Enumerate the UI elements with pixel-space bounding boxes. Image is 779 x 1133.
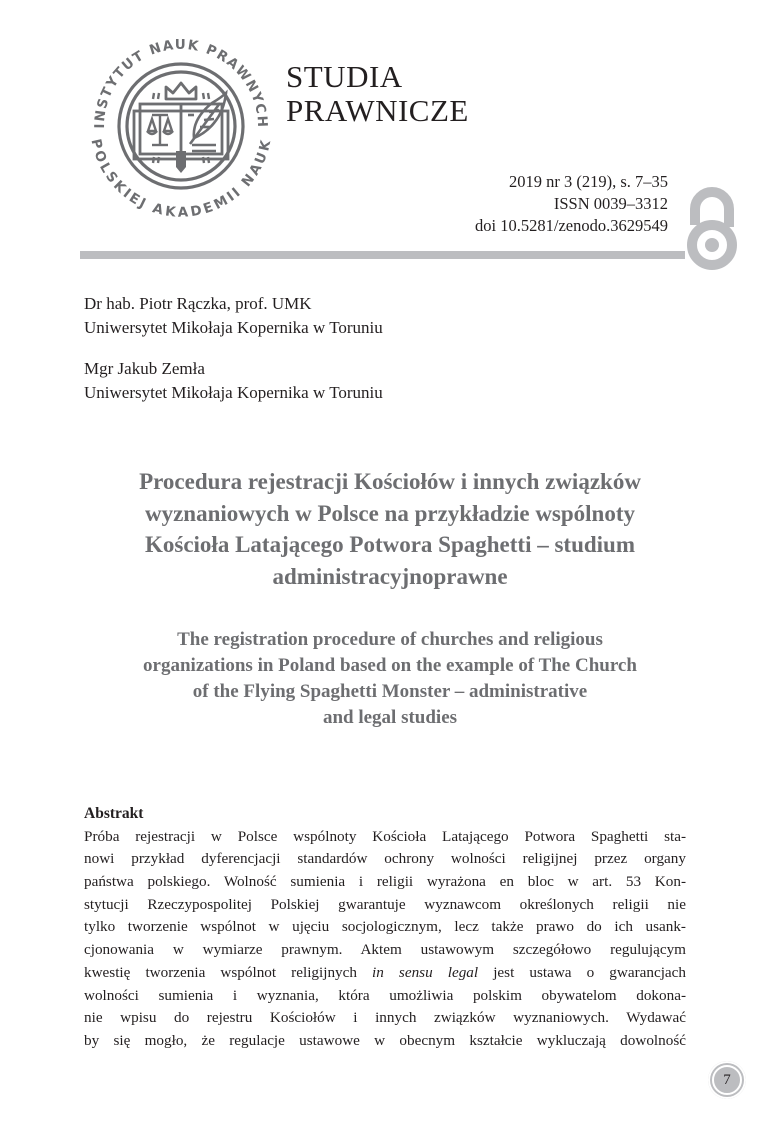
abstract-line: nie wpisu do rejestru Kościołów i innych związków wyznaniowych. Wydawać bbox=[84, 1009, 686, 1027]
issn: ISSN 0039–3312 bbox=[553, 194, 668, 213]
page-number: 7 bbox=[712, 1065, 742, 1095]
author-name: Dr hab. Piotr Rączka, prof. UMK bbox=[84, 294, 312, 313]
author-affiliation: Uniwersytet Mikołaja Kopernika w Toruniu bbox=[84, 383, 383, 402]
article-title-english bbox=[80, 627, 700, 731]
abstract-line: Próba rejestracji w Polsce wspólnoty Kościoła Latającego Potwora Spaghetti sta- bbox=[84, 827, 686, 845]
authors bbox=[84, 292, 383, 422]
issue-number: 2019 nr 3 (219), s. 7–35 bbox=[508, 172, 668, 191]
title-line: The registration procedure of churches and religious bbox=[177, 629, 603, 650]
institute-seal-icon bbox=[86, 31, 276, 221]
author-name: Mgr Jakub Zemła bbox=[84, 359, 205, 378]
author bbox=[84, 292, 383, 340]
title-line: of the Flying Spaghetti Monster – administrative bbox=[192, 681, 588, 702]
article-title-polish bbox=[80, 466, 700, 592]
issue-info bbox=[475, 171, 668, 237]
seal-text-bottom: POLSKIEJ AKADEMII NAUK bbox=[87, 137, 275, 221]
abstract-line: tylko tworzenie wspólnot w ujęciu socjologicznym, lecz także prawo do ich usank- bbox=[84, 918, 686, 936]
header-divider bbox=[80, 251, 685, 259]
title-line: and legal studies bbox=[322, 707, 458, 728]
journal-title bbox=[286, 60, 469, 128]
title-line: Procedura rejestracji Kościołów i innych związków bbox=[139, 469, 641, 494]
abstract-line: by się mogło, że regulacje ustawowe w obecnym kształcie wykluczają dowolność bbox=[84, 1031, 686, 1049]
abstract-line: wolności sumienia i wyznania, która umożliwia polskim obywatelom dokona- bbox=[84, 986, 686, 1004]
journal-title-line: PRAWNICZE bbox=[286, 93, 469, 128]
italic-term: in sensu legal bbox=[372, 963, 479, 981]
abstract-line: stytucji Rzeczypospolitej Polskiej gwarantuje wyznawcom określonych religii nie bbox=[84, 895, 686, 913]
abstract bbox=[84, 803, 686, 1053]
author-affiliation: Uniwersytet Mikołaja Kopernika w Toruniu bbox=[84, 318, 383, 337]
text-segment: jest ustawa o gwarancjach bbox=[478, 963, 686, 981]
journal-title-line: STUDIA bbox=[286, 59, 403, 94]
abstract-line: państwa polskiego. Wolność sumienia i religii wyrażona en bloc w art. 53 Kon- bbox=[84, 873, 686, 891]
title-line: wyznaniowych w Polsce na przykładzie wspólnoty bbox=[144, 500, 636, 526]
title-line: organizations in Poland based on the example of The Church bbox=[143, 655, 637, 676]
page-number-badge bbox=[708, 1061, 746, 1099]
abstract-heading: Abstrakt bbox=[84, 805, 144, 822]
title-line: Kościoła Latającego Potwora Spaghetti – studium bbox=[144, 532, 635, 557]
abstract-line: nowi przykład dyferencjacji standardów ochrony wolności religijnej przez organy bbox=[84, 850, 686, 868]
title-line: administracyjnoprawne bbox=[272, 563, 508, 589]
text-segment: kwestię tworzenia wspólnot religijnych bbox=[84, 963, 373, 981]
seal-text-top: INSTYTUT NAUK PRAWNYCH bbox=[91, 36, 271, 129]
abstract-line: cjonowania w wymiarze prawnym. Aktem ustawowym szczegółowo regulującym bbox=[84, 941, 686, 959]
open-access-icon bbox=[684, 185, 744, 273]
author bbox=[84, 357, 383, 405]
abstract-line bbox=[84, 962, 686, 985]
doi[interactable]: doi 10.5281/zenodo.3629549 bbox=[475, 216, 668, 235]
